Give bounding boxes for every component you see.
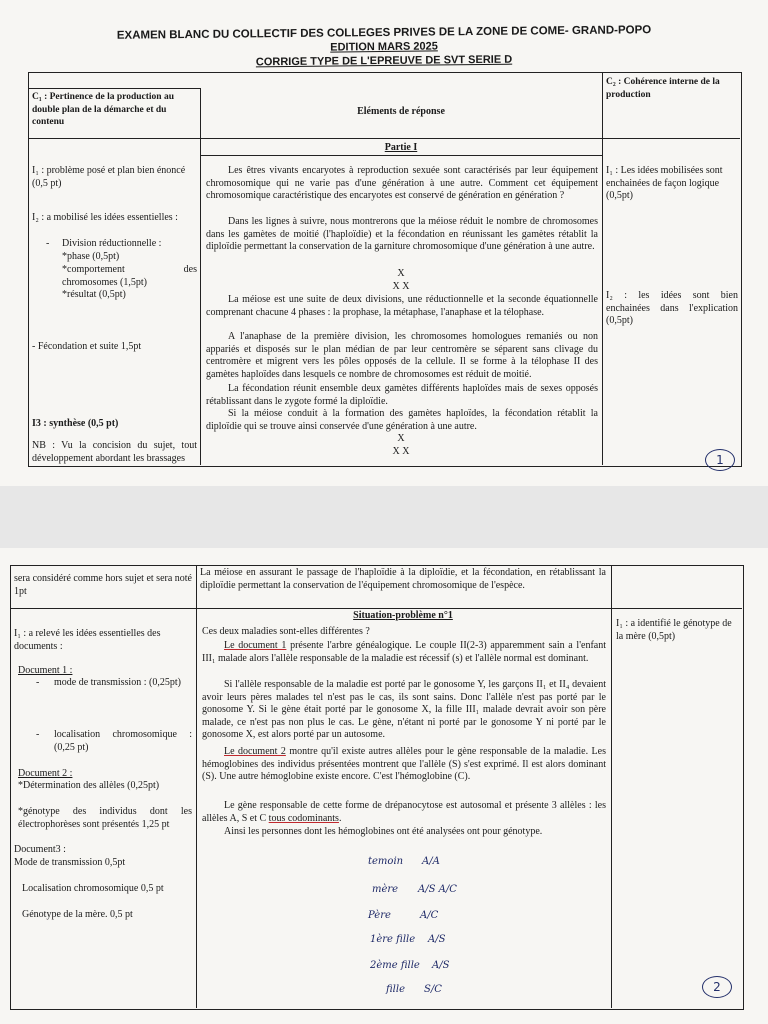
corrige-title: CORRIGE TYPE DE L'EPREUVE DE SVT SERIE D (255, 53, 513, 69)
doc1-reference: Le document 1 (224, 640, 287, 651)
coherence-i1: I₁ : Les idées mobilisées sont enchainées de façon logique (0,5pt) (606, 165, 723, 202)
codominance-end: . (338, 812, 342, 824)
nb-note: NB : Vu la concision du sujet, tout développement abordant les brassages (32, 440, 197, 464)
division-resultat: *résultat (0,5pt) (62, 289, 126, 300)
document3-label: Document3 : (14, 844, 66, 855)
partie-title: Partie I (384, 142, 418, 153)
genotype-value-fille1: A/S (428, 934, 446, 945)
localisation-criterion: localisation chromosomique : (0,25 pt) (54, 729, 192, 753)
division-phase: *phase (0,5pt) (62, 251, 120, 262)
doc2-text: montre qu'il existe autres allèles pour le gène responsable de la maladie. Les hémoglobines des individus présentées montrent que l'allèle (S) s'est exprimé. Il est alors dominant (S). Une autre hémoglobine existe encore. C'est l'hémoglobine (C). (202, 746, 606, 783)
division-comportement: *comportement des chromosomes (1,5pt) (62, 264, 197, 288)
row-divider (200, 155, 602, 156)
transition-x: X (397, 268, 405, 279)
gonosome-paragraph: Si l'allèle responsable de la maladie est porté par le gonosome Y, les garçons II₁ et II₄ devaient avoir leurs pères malades tel n'est pas le cas, ils sont sains. Donc l'allèle n'est pas porté par le gonosome Y. Si le gène était porté par le gonosome X, la fille III₁ malade devrait avoir son père malade, ce n'est pas non plus le cas. Le gène, n'étant ni porté par le gonosome Y ni porté par le gonosome X, est alors porté par un autosome. (202, 679, 606, 741)
criterion-i1-docs: I₁ : a relevé les idées essentielles des documents : (14, 628, 161, 652)
genotype-value-pere: A/C (420, 910, 439, 921)
page-number-stamp: 1 (705, 449, 735, 471)
genotype-value-mere: A/S A/C (418, 884, 457, 895)
genotype-label-fille1: 1ère fille (370, 934, 416, 945)
column-divider (602, 72, 603, 465)
genotype-label-fille: fille (386, 984, 405, 995)
end-x: X (397, 433, 405, 444)
codominants-highlight: tous codominants (268, 812, 339, 824)
localisation3-criterion: Localisation chromosomique 0,5 pt (22, 883, 164, 894)
row-divider (10, 608, 742, 609)
genotype-criterion: *génotype des individus dont les électrophorèses sont présentés 1,25 pt (18, 806, 192, 830)
bullet-dash: - (36, 677, 40, 688)
edition-title: EDITION MARS 2025 (330, 40, 438, 54)
doc1-paragraph (202, 640, 606, 665)
transition-xx: X X (392, 281, 410, 292)
genotype-mere-identified: I₁ : a identifié le génotype de la mère (0,5pt) (616, 618, 732, 642)
genotype-label-mere: mère (372, 884, 399, 895)
doc2-paragraph (202, 746, 606, 784)
end-xx: X X (392, 446, 410, 457)
genotype-label-pere: Père (368, 910, 391, 921)
column-divider (200, 88, 201, 465)
column-divider (611, 565, 612, 1008)
codominance-text: Le gène responsable de cette forme de drépanocytose est autosomal et présente 3 allèles : les allèles A, S et C (202, 800, 606, 824)
document2-label: Document 2 : (18, 768, 73, 779)
doc2-reference: Le document 2 (224, 746, 286, 757)
codominance-paragraph (202, 800, 606, 825)
coherence-i2: I₂ : les idées sont bien enchainées dans l'explication (0,5pt) (606, 290, 738, 327)
doc1-text: présente l'arbre généalogique. Le couple II(2-3) apparemment sain a l'enfant III₁ malade alors l'allèle responsable de la maladie est récessif (s) et l'allèle normal est dominant. (202, 640, 606, 664)
criterion-i2: I₂ : a mobilisé les idées essentielles : (32, 212, 178, 223)
meiose-paragraph: La méiose est une suite de deux divisions, une réductionnelle et la seconde équationnelle comprenant chacune 4 phases : la prophase, la métaphase, l'anaphase et la télophase. (206, 294, 598, 318)
division-title: Division réductionnelle : (62, 238, 162, 249)
column-divider (196, 565, 197, 1008)
mode-transmission-criterion: mode de transmission : (0,25pt) (54, 677, 181, 688)
question-line: Ces deux maladies sont-elles différentes ? (202, 626, 370, 637)
col2-header: Eléments de réponse (357, 106, 445, 117)
genotype-label-temoin: temoin (368, 856, 404, 867)
situation-title: Situation-problème n°1 (353, 610, 453, 621)
document1-label: Document 1 : (18, 665, 73, 676)
genotype-value-temoin: A/A (422, 856, 440, 867)
row-divider (28, 138, 740, 139)
genotype-label-fille2: 2ème fille (370, 960, 420, 971)
genotype-mere-criterion: Génotype de la mère. 0,5 pt (22, 909, 133, 920)
genotype-value-fille: S/C (424, 984, 442, 995)
genotype-value-fille2: A/S (432, 960, 450, 971)
anaphase-paragraph: A l'anaphase de la première division, les chromosomes homologues remaniés ou non appariés et disposés sur le plan médian de par leur centromère se séparent sans clivage du centromère et migrent vers les pôles opposés de la cellule. Il se forme à la télophase II des gamètes haploïdes dans lesquels ce nombre de chromosomes est réduit de moitié. (206, 331, 598, 380)
col3-header: C₂ : Cohérence interne de la production (606, 77, 720, 100)
page-1 (0, 0, 768, 486)
genotype-intro: Ainsi les personnes dont les hémoglobines ont été analysées ont pour génotype. (224, 826, 543, 837)
fecondation-paragraph: La fécondation réunit ensemble deux gamètes différents haploïdes mais de sexes opposés rétablissant dans le zygote formé la diploïdie. (206, 383, 598, 407)
criterion-i3: I3 : synthèse (0,5 pt) (32, 418, 119, 429)
page-2 (0, 548, 768, 1024)
fecondation-criterion: - Fécondation et suite 1,5pt (32, 341, 142, 352)
plan-paragraph: Dans les lignes à suivre, nous montrerons que la méiose réduit le nombre de chromosomes dans les gamètes de moitié (l'haploïdie) et la fécondation en réunissant les gamètes rétablit la diploïdie permettant la conservation de la garniture chromosomique d'une génération à une autre. (206, 216, 598, 253)
row-divider (28, 88, 200, 89)
bullet-dash: - (36, 729, 40, 740)
page-number-stamp: 2 (702, 976, 732, 998)
alleles-criterion: *Détermination des allèles (0,25pt) (18, 780, 160, 791)
col1-header: C₁ : Pertinence de la production au double plan de la démarche et du contenu (32, 92, 174, 128)
synthese-paragraph: Si la méiose conduit à la formation des gamètes haploïdes, la fécondation rétablit la diploïdie qui se trouve ainsi conservée d'une génération à une autre. (206, 408, 598, 432)
criterion-i1: I₁ : problème posé et plan bien énoncé (0,5 pt) (32, 165, 186, 189)
hors-sujet-note: sera considéré comme hors sujet et sera noté 1pt (14, 573, 192, 597)
mode3-criterion: Mode de transmission 0,5pt (14, 857, 126, 868)
intro-paragraph: Les êtres vivants encaryotes à reproduction sexuée sont caractérisés par leur équipement chromosomique qui ne varie pas d'une génération à une autre. Comment cet équipement chromosomique caractéristique des encaryotes est conservé de génération en génération ? (206, 165, 598, 202)
exam-title: EXAMEN BLANC DU COLLECTIF DES COLLEGES PRIVES DE LA ZONE DE COME- GRAND-POPO (116, 24, 652, 42)
division-bullet-dash: - (46, 238, 50, 249)
conclusion-paragraph: La méiose en assurant le passage de l'haploïdie à la diploïdie, et la fécondation, en rétablissant la diploïdie permettant la conservation de l'équipement chromosomique de l'espèce. (200, 567, 606, 591)
